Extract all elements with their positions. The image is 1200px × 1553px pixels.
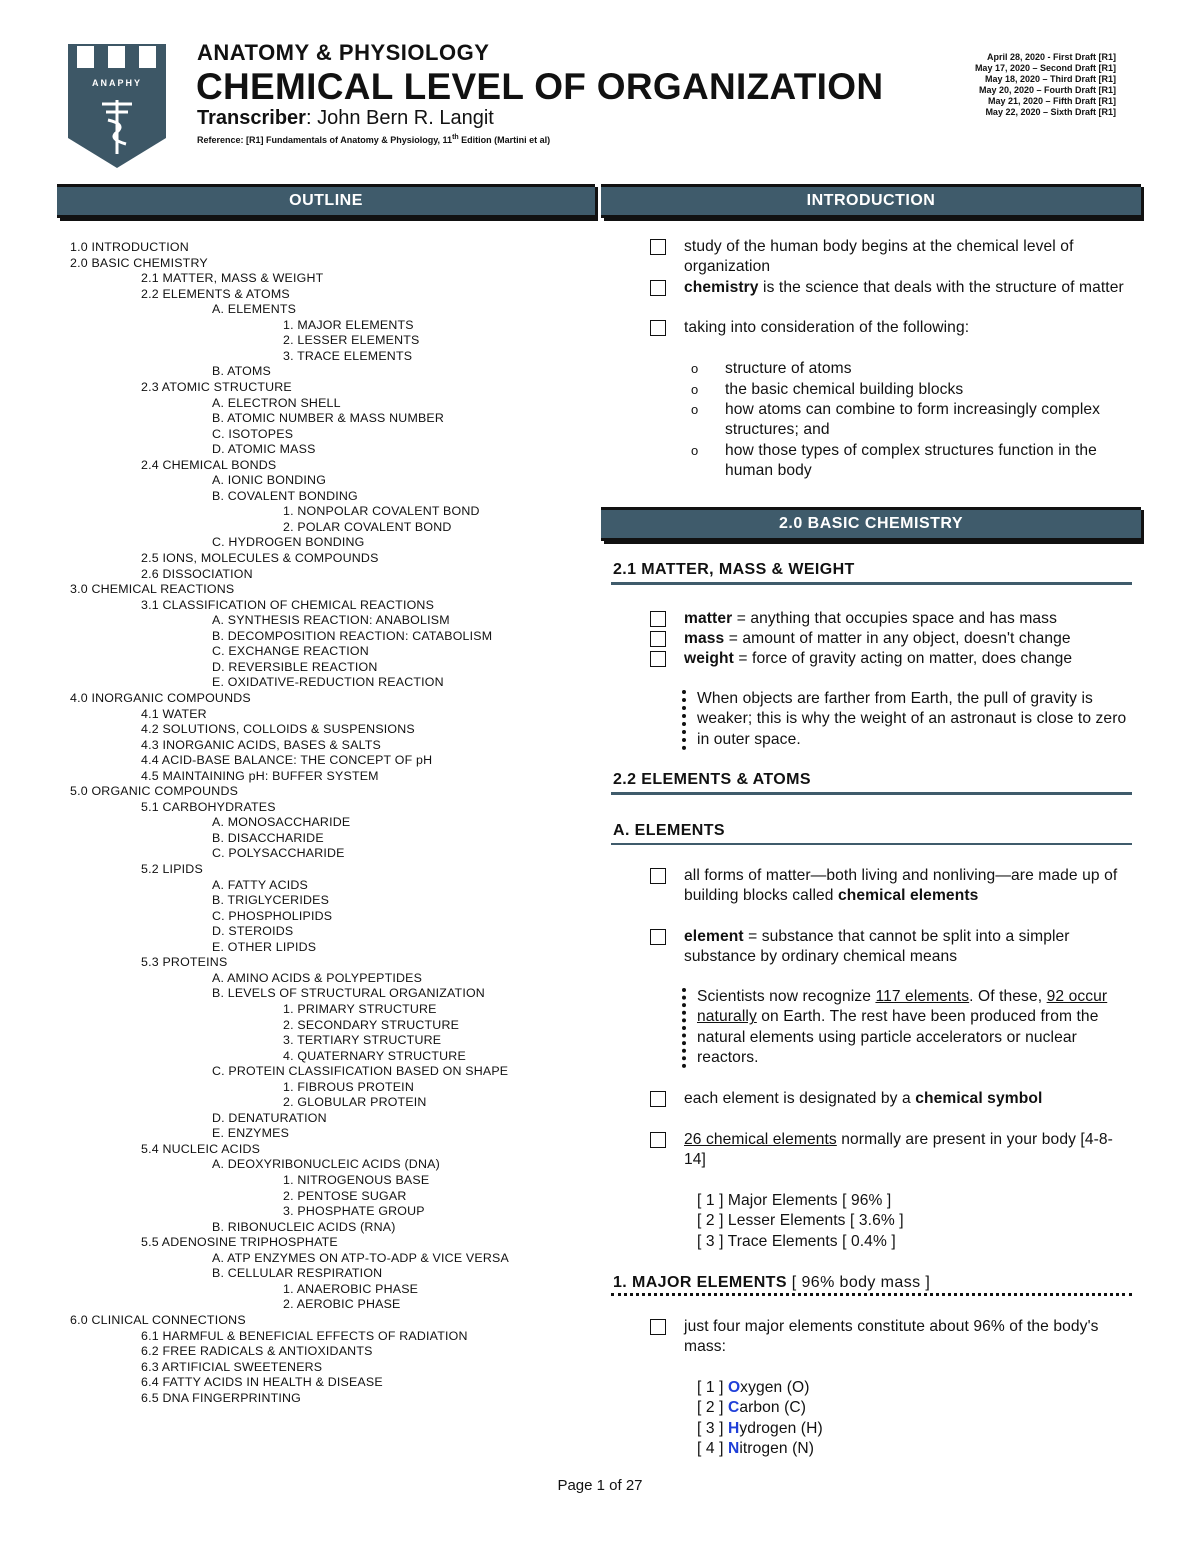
section-heading: 2.2 ELEMENTS & ATOMS xyxy=(613,771,811,788)
outline-item: 4.0 INORGANIC COMPOUNDS xyxy=(70,690,251,705)
draft-date: May 18, 2020 – Third Draft [R1] xyxy=(984,74,1116,84)
basic-chemistry-bar: 2.0 BASIC CHEMISTRY xyxy=(601,507,1141,541)
page-title: CHEMICAL LEVEL OF ORGANIZATION xyxy=(196,66,884,107)
draft-date: May 22, 2020 – Sixth Draft [R1] xyxy=(985,107,1116,117)
bullet-icon: o xyxy=(691,402,699,417)
outline-item: A. IONIC BONDING xyxy=(212,473,327,488)
major-element xyxy=(697,1419,823,1439)
outline-item: B. CELLULAR RESPIRATION xyxy=(212,1266,383,1281)
note-part: on Earth. The rest have been produced from the natural elements using particle accelerators or nuclear reactors. xyxy=(697,1008,1099,1067)
reference-edition: Edition (Martini et al) xyxy=(458,135,551,145)
term-chemical-elements: chemical elements xyxy=(838,887,979,905)
outline-item: 2.1 MATTER, MASS & WEIGHT xyxy=(141,271,324,286)
major-item: just four major elements constitute about 96% of the body's mass: xyxy=(684,1318,1099,1356)
outline-item: 1. NONPOLAR COVALENT BOND xyxy=(283,504,480,519)
outline-item: 5.5 ADENOSINE TRIPHOSPHATE xyxy=(141,1235,338,1250)
outline-item: 4.2 SOLUTIONS, COLLOIDS & SUSPENSIONS xyxy=(141,722,415,737)
outline-item: 1. MAJOR ELEMENTS xyxy=(283,317,414,332)
outline-item: C. EXCHANGE REACTION xyxy=(212,644,369,659)
note-underline: 117 elements xyxy=(875,988,970,1005)
heading-rule xyxy=(611,843,1132,845)
outline-item: 2. LESSER ELEMENTS xyxy=(283,333,420,348)
checkbox-icon xyxy=(650,611,666,627)
major-element xyxy=(697,1378,810,1398)
outline-item: B. DECOMPOSITION REACTION: CATABOLISM xyxy=(212,628,493,643)
outline-item: 2.6 DISSOCIATION xyxy=(141,566,253,581)
outline-item: 4.1 WATER xyxy=(141,706,207,721)
outline-item: 3. TERTIARY STRUCTURE xyxy=(283,1033,442,1048)
heading-rule xyxy=(611,1293,1132,1296)
outline-item: 2.4 CHEMICAL BONDS xyxy=(141,457,277,472)
outline-item: 1. FIBROUS PROTEIN xyxy=(283,1079,414,1094)
element-name: xygen (O) xyxy=(740,1379,810,1396)
elements-item xyxy=(684,927,1129,968)
outline-item: A. DEOXYRIBONUCLEIC ACIDS (DNA) xyxy=(212,1157,440,1172)
intro-bullet: how atoms can combine to form increasingly complex structures; and xyxy=(725,401,1101,439)
transcriber-label: Transcriber xyxy=(197,107,306,129)
outline-item: A. ELEMENTS xyxy=(212,302,297,317)
checkbox-icon xyxy=(650,1319,666,1335)
note-marker xyxy=(682,988,690,1068)
checkbox-icon xyxy=(650,320,666,336)
outline-item: 3.1 CLASSIFICATION OF CHEMICAL REACTIONS xyxy=(141,597,435,612)
outline-item: B. TRIGLYCERIDES xyxy=(212,893,330,908)
checkbox-icon xyxy=(650,929,666,945)
intro-bullet: how those types of complex structures function in the human body xyxy=(725,442,1097,480)
outline-item: A. AMINO ACIDS & POLYPEPTIDES xyxy=(212,970,423,985)
outline-item: 2. AEROBIC PHASE xyxy=(283,1297,401,1312)
definition-item xyxy=(684,629,1134,649)
element-group: [ 1 ] Major Elements [ 96% ] xyxy=(697,1192,892,1209)
outline-item: 6.5 DNA FINGERPRINTING xyxy=(141,1390,301,1405)
note-marker xyxy=(682,690,690,750)
bullet-icon: o xyxy=(691,443,699,458)
outline-item: B. COVALENT BONDING xyxy=(212,488,358,503)
element-initial: C xyxy=(727,1399,740,1416)
draft-date: May 17, 2020 – Second Draft [R1] xyxy=(974,63,1116,73)
checkbox-icon xyxy=(650,280,666,296)
reference-line xyxy=(197,134,550,145)
definition-text: = force of gravity acting on matter, does change xyxy=(733,650,1073,667)
anaphy-logo xyxy=(66,42,168,170)
outline-item: B. RIBONUCLEIC ACIDS (RNA) xyxy=(212,1219,396,1234)
element-group: [ 2 ] Lesser Elements [ 3.6% ] xyxy=(697,1212,904,1229)
intro-item: study of the human body begins at the chemical level of organization xyxy=(684,238,1074,276)
outline-item: D. ATOMIC MASS xyxy=(212,442,316,457)
checkbox-icon xyxy=(650,651,666,667)
term-chemistry: chemistry xyxy=(684,279,759,296)
bullet-icon: o xyxy=(691,361,699,376)
element-group: [ 3 ] Trace Elements [ 0.4% ] xyxy=(697,1233,896,1250)
outline-item: 6.1 HARMFUL & BENEFICIAL EFFECTS OF RADIATION xyxy=(141,1328,468,1343)
section-heading: 2.1 MATTER, MASS & WEIGHT xyxy=(613,561,855,578)
outline-item: D. DENATURATION xyxy=(212,1110,327,1125)
elements-item xyxy=(684,866,1129,907)
heading-rule xyxy=(611,792,1132,795)
term-matter: matter xyxy=(684,610,733,627)
note-text: When objects are farther from Earth, the pull of gravity is weaker; this is why the weight of an astronaut is close to zero in outer space. xyxy=(697,690,1127,748)
outline-item: 5.0 ORGANIC COMPOUNDS xyxy=(70,784,239,799)
outline-item: A. SYNTHESIS REACTION: ANABOLISM xyxy=(212,613,450,628)
note-underline: 92 occur naturally xyxy=(697,988,1108,1026)
element-initial: H xyxy=(727,1420,740,1437)
element-number: [ 2 ] xyxy=(697,1399,728,1416)
major-elements-heading xyxy=(613,1274,930,1292)
outline-item: 5.4 NUCLEIC ACIDS xyxy=(141,1141,261,1156)
outline-item: 2.2 ELEMENTS & ATOMS xyxy=(141,286,290,301)
outline-item: 2. SECONDARY STRUCTURE xyxy=(283,1017,460,1032)
checkbox-icon xyxy=(650,1091,666,1107)
svg-text:ANAPHY: ANAPHY xyxy=(91,78,143,88)
outline-item: 4. QUATERNARY STRUCTURE xyxy=(283,1048,466,1063)
outline-item: A. ATP ENZYMES ON ATP-TO-ADP & VICE VERSA xyxy=(212,1250,509,1265)
outline-item: A. FATTY ACIDS xyxy=(212,877,308,892)
outline-item: 6.3 ARTIFICIAL SWEETENERS xyxy=(141,1359,323,1374)
element-name: itrogen (N) xyxy=(739,1440,815,1457)
elements-item-text: each element is designated by a xyxy=(684,1090,916,1107)
term-chemical-symbol: chemical symbol xyxy=(915,1090,1043,1107)
outline-item: 6.0 CLINICAL CONNECTIONS xyxy=(70,1312,246,1327)
definition-item xyxy=(684,649,1134,669)
bullet-icon: o xyxy=(691,382,699,397)
heading-rule xyxy=(611,582,1132,585)
outline-item: 1. NITROGENOUS BASE xyxy=(283,1173,430,1187)
outline-item: 2. PENTOSE SUGAR xyxy=(283,1188,407,1203)
outline-item: C. PROTEIN CLASSIFICATION BASED ON SHAPE xyxy=(212,1064,509,1079)
elements-item xyxy=(684,1130,1129,1171)
page-number: Page 1 of 27 xyxy=(557,1477,643,1494)
subject-title: ANATOMY & PHYSIOLOGY xyxy=(197,40,490,65)
outline-bar: OUTLINE xyxy=(57,184,595,218)
major-heading-bold: 1. MAJOR ELEMENTS xyxy=(613,1274,787,1291)
outline-item: D. REVERSIBLE REACTION xyxy=(212,659,378,674)
intro-bullet: structure of atoms xyxy=(725,360,852,377)
outline-item: C. HYDROGEN BONDING xyxy=(212,535,365,550)
definition-item xyxy=(684,609,1134,629)
elements-item xyxy=(684,1089,1129,1109)
checkbox-icon xyxy=(650,1132,666,1148)
transcriber-line xyxy=(197,107,494,130)
outline-item: C. ISOTOPES xyxy=(212,426,294,441)
outline-item: 4.4 ACID-BASE BALANCE: THE CONCEPT OF pH xyxy=(141,753,433,768)
outline-item: 1.0 INTRODUCTION xyxy=(70,240,189,254)
element-initial: N xyxy=(727,1440,740,1457)
outline-item: B. ATOMIC NUMBER & MASS NUMBER xyxy=(212,411,445,426)
elements-item-text: normally are present in your body [4-8-14] xyxy=(684,1131,1113,1169)
note-part: . Of these, xyxy=(969,988,1047,1005)
outline-item: 4.3 INORGANIC ACIDS, BASES & SALTS xyxy=(141,737,382,752)
term-weight: weight xyxy=(684,650,734,667)
outline-item: E. ENZYMES xyxy=(212,1126,290,1141)
outline-item: 1. ANAEROBIC PHASE xyxy=(283,1281,419,1296)
definition-text: = amount of matter in any object, doesn't change xyxy=(724,630,1071,647)
elements-item-text: = substance that cannot be split into a simpler substance by ordinary chemical means xyxy=(684,928,1070,966)
outline-item: C. POLYSACCHARIDE xyxy=(212,846,345,861)
outline-item: A. MONOSACCHARIDE xyxy=(212,815,351,830)
outline-item: B. LEVELS OF STRUCTURAL ORGANIZATION xyxy=(212,986,485,1001)
elements-underline: 26 chemical elements xyxy=(684,1131,837,1148)
outline-item: B. ATOMS xyxy=(212,364,271,379)
outline-item: 4.5 MAINTAINING pH: BUFFER SYSTEM xyxy=(141,768,379,783)
draft-history xyxy=(975,52,1116,118)
reference-text: Reference: [R1] Fundamentals of Anatomy & Physiology, 11 xyxy=(197,135,453,145)
outline-item: 5.1 CARBOHYDRATES xyxy=(141,799,276,814)
element-number: [ 3 ] xyxy=(697,1420,728,1437)
intro-bullet: the basic chemical building blocks xyxy=(725,381,964,398)
transcriber-name: : John Bern R. Langit xyxy=(305,107,494,129)
checkbox-icon xyxy=(650,868,666,884)
outline-item: 3. PHOSPHATE GROUP xyxy=(283,1204,425,1219)
outline-item: 6.2 FREE RADICALS & ANTIOXIDANTS xyxy=(141,1344,373,1359)
checkbox-icon xyxy=(650,631,666,647)
outline-item: 2. POLAR COVALENT BOND xyxy=(283,519,452,534)
outline-item: A. ELECTRON SHELL xyxy=(212,395,341,410)
major-heading-rest: [ 96% body mass ] xyxy=(786,1274,931,1291)
outline-item: E. OTHER LIPIDS xyxy=(212,939,317,954)
outline-item: 2. GLOBULAR PROTEIN xyxy=(283,1095,427,1110)
note-part: Scientists now recognize xyxy=(697,988,876,1005)
outline-item: 3.0 CHEMICAL REACTIONS xyxy=(70,582,235,597)
outline-item: 6.4 FATTY ACIDS IN HEALTH & DISEASE xyxy=(141,1375,383,1390)
outline-item: E. OXIDATIVE-REDUCTION REACTION xyxy=(212,675,444,690)
term-mass: mass xyxy=(684,630,725,647)
element-name: ydrogen (H) xyxy=(739,1420,823,1437)
intro-item-text: is the science that deals with the structure of matter xyxy=(758,279,1124,296)
introduction-bar: INTRODUCTION xyxy=(601,184,1141,218)
outline-item: 5.3 PROTEINS xyxy=(141,955,228,970)
draft-date: April 28, 2020 - First Draft [R1] xyxy=(986,52,1116,62)
outline-item: D. STEROIDS xyxy=(212,924,294,939)
outline-item: B. DISACCHARIDE xyxy=(212,830,324,845)
outline-item: 2.0 BASIC CHEMISTRY xyxy=(70,255,208,270)
term-element: element xyxy=(684,928,744,945)
element-number: [ 1 ] xyxy=(697,1379,728,1396)
reference-sup: th xyxy=(452,134,459,141)
elements-item-text: all forms of matter—both living and nonliving—are made up of building blocks called xyxy=(684,867,1118,905)
intro-item xyxy=(684,278,1129,298)
outline-item: 5.2 LIPIDS xyxy=(141,862,203,876)
subsection-heading: A. ELEMENTS xyxy=(613,822,725,839)
draft-date: May 21, 2020 – Fifth Draft [R1] xyxy=(987,96,1116,106)
outline-item: 1. PRIMARY STRUCTURE xyxy=(283,1001,437,1016)
checkbox-icon xyxy=(650,239,666,255)
outline-item: 2.5 IONS, MOLECULES & COMPOUNDS xyxy=(141,551,379,565)
note-text xyxy=(697,987,1137,1069)
outline-item: C. PHOSPHOLIPIDS xyxy=(212,908,333,923)
major-element xyxy=(697,1398,806,1418)
element-initial: O xyxy=(727,1379,741,1396)
major-element xyxy=(697,1439,814,1459)
definition-text: = anything that occupies space and has mass xyxy=(732,610,1057,627)
outline-item: 2.3 ATOMIC STRUCTURE xyxy=(141,379,292,394)
element-name: arbon (C) xyxy=(739,1399,807,1416)
intro-item: taking into consideration of the following: xyxy=(684,319,970,336)
draft-date: May 20, 2020 – Fourth Draft [R1] xyxy=(978,85,1116,95)
element-number: [ 4 ] xyxy=(697,1440,728,1457)
outline-item: 3. TRACE ELEMENTS xyxy=(283,348,413,363)
